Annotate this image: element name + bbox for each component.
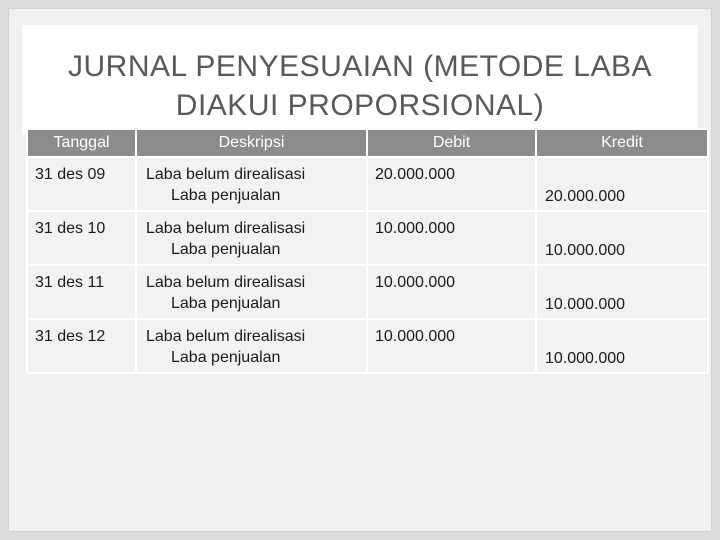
- header-deskripsi: Deskripsi: [136, 129, 367, 157]
- cell-tanggal: 31 des 10: [27, 211, 136, 265]
- cell-debit: 20.000.000: [367, 157, 536, 211]
- desc-credit-account: Laba penjualan: [171, 295, 281, 312]
- cell-deskripsi: [136, 157, 367, 211]
- title-line-2: DIAKUI PROPORSIONAL): [175, 89, 545, 122]
- desc-credit-account: Laba penjualan: [171, 349, 281, 366]
- desc-debit-account: Laba belum direalisasi: [146, 328, 306, 345]
- header-tanggal: Tanggal: [27, 129, 136, 157]
- table-row: [27, 265, 708, 319]
- cell-deskripsi: [136, 211, 367, 265]
- cell-debit: 10.000.000: [367, 211, 536, 265]
- title-line-1: JURNAL PENYESUAIAN (METODE LABA: [68, 50, 652, 83]
- table-row: [27, 211, 708, 265]
- journal-table: [26, 128, 709, 374]
- header-kredit: Kredit: [536, 129, 708, 157]
- cell-debit: 10.000.000: [367, 265, 536, 319]
- cell-deskripsi: [136, 265, 367, 319]
- title-box: [22, 25, 698, 135]
- desc-credit-account: Laba penjualan: [171, 187, 281, 204]
- desc-debit-account: Laba belum direalisasi: [146, 220, 306, 237]
- table-row: [27, 157, 708, 211]
- slide-title: [22, 47, 698, 125]
- desc-debit-account: Laba belum direalisasi: [146, 166, 306, 183]
- desc-credit-account: Laba penjualan: [171, 241, 281, 258]
- cell-tanggal: 31 des 09: [27, 157, 136, 211]
- cell-kredit: 10.000.000: [536, 211, 708, 265]
- table-header-row: [27, 129, 708, 157]
- header-debit: Debit: [367, 129, 536, 157]
- desc-debit-account: Laba belum direalisasi: [146, 274, 306, 291]
- table-row: [27, 319, 708, 373]
- cell-kredit: 20.000.000: [536, 157, 708, 211]
- cell-kredit: 10.000.000: [536, 265, 708, 319]
- cell-debit: 10.000.000: [367, 319, 536, 373]
- cell-kredit: 10.000.000: [536, 319, 708, 373]
- cell-tanggal: 31 des 12: [27, 319, 136, 373]
- cell-deskripsi: [136, 319, 367, 373]
- cell-tanggal: 31 des 11: [27, 265, 136, 319]
